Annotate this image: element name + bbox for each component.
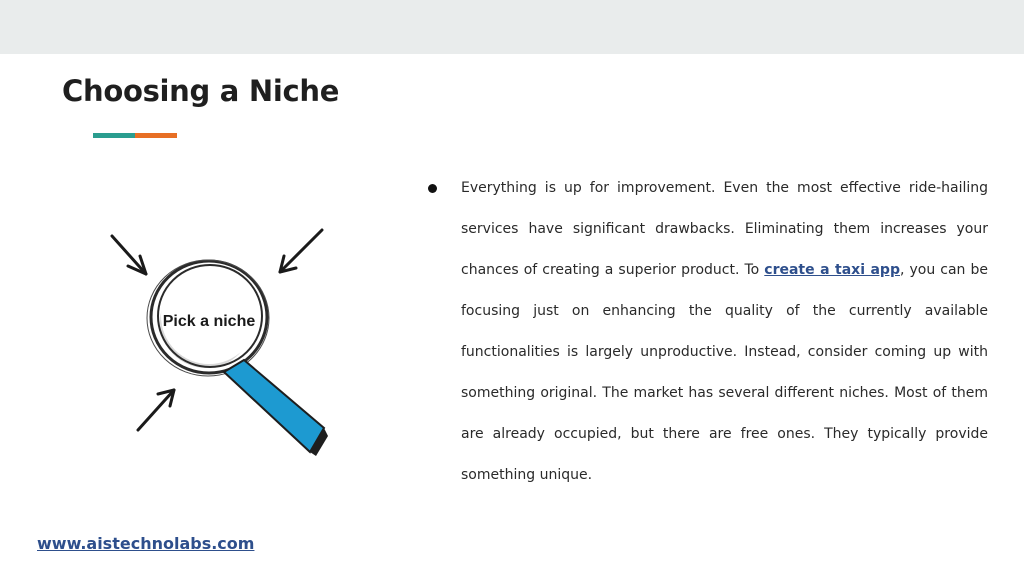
- body-text-after-link: , you can be focusing just on enhancing the quality of the currently available functionalities is largely unproductive. Instead, consider coming up with something original. The market has several different niches. Most of them are already occupied, but there are free ones. They typically provide something unique.: [461, 262, 988, 483]
- title-underline-teal: [93, 133, 135, 138]
- bullet-dot: [428, 184, 437, 193]
- arrow-top-right: [280, 230, 322, 272]
- body-text-before-link: Everything is up for improvement. Even the most effective ride-hailing services have significant drawbacks. Eliminating them increases your chances of creating a superior product. To: [461, 180, 988, 278]
- magnifier-handle: [224, 360, 324, 452]
- footer-website-link[interactable]: www.aistechnolabs.com: [37, 534, 255, 553]
- create-taxi-app-link[interactable]: create a taxi app: [764, 262, 900, 278]
- body-paragraph: [461, 168, 988, 496]
- top-band: [0, 0, 1024, 54]
- page-title: Choosing a Niche: [62, 74, 340, 108]
- title-underline-orange: [135, 133, 177, 138]
- illustration-label: Pick a niche: [162, 313, 256, 330]
- magnifying-glass-illustration: [66, 196, 382, 514]
- arrow-bottom-left: [138, 390, 174, 430]
- magnifying-glass-icon: [66, 196, 382, 514]
